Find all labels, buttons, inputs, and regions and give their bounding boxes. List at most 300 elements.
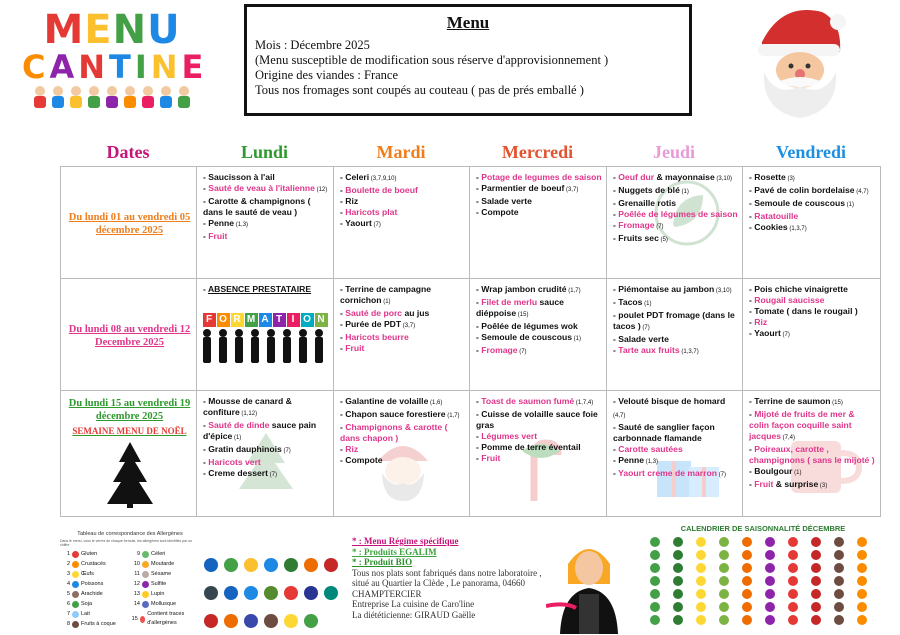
produce-icon	[719, 550, 729, 560]
allergen-number: 4	[66, 581, 70, 587]
menu-items	[340, 396, 465, 466]
menu-item-name: Sauté de porc	[345, 308, 403, 318]
menu-item	[340, 332, 465, 343]
menu-item-name: Creme dessert	[208, 468, 268, 478]
menu-item	[613, 297, 738, 310]
allergen-name: Œufs	[81, 571, 94, 577]
menu-item	[476, 396, 602, 409]
allergen-name: Soja	[81, 601, 93, 607]
menu-item	[476, 453, 602, 464]
allergen-number: 1	[66, 551, 70, 557]
menu-item	[340, 308, 465, 319]
label-icon	[264, 614, 278, 628]
day-cell	[197, 167, 334, 279]
produce-icon	[650, 550, 660, 560]
menu-item-name: Poireaux, carotte , champignons ( sans le mijoté )	[749, 444, 875, 465]
allergen-item	[60, 550, 97, 559]
menu-item-suffix: & surprise	[773, 479, 819, 489]
menu-item-name: Cookies	[754, 222, 788, 232]
allergen-name: Céleri	[151, 551, 166, 557]
allergen-number: 9	[136, 551, 140, 557]
menu-item-name: Semoule de couscous	[481, 332, 572, 342]
allergen-item	[130, 580, 166, 589]
menu-item	[203, 183, 329, 196]
menu-item	[340, 319, 465, 332]
menu-item-name: Fruit	[481, 453, 501, 463]
menu-item-name: Riz	[345, 196, 359, 206]
menu-item-name: Terrine de campagne cornichon	[340, 284, 432, 305]
day-cell	[743, 279, 881, 391]
menu-item-name: Fromage	[481, 345, 518, 355]
allergen-codes: (1,6)	[428, 400, 443, 406]
allergen-codes: (3,10)	[714, 288, 732, 294]
legend-bio: * : Produit BIO	[352, 557, 413, 567]
menu-item-name: Nuggets de blé	[618, 185, 680, 195]
christmas-week-label: SEMAINE MENU DE NOËL	[72, 426, 187, 436]
menu-item	[613, 422, 738, 444]
allergen-codes: (1)	[679, 189, 689, 195]
menu-item-name: Carotte & champignons ( dans le sauté de veau )	[203, 196, 311, 217]
menu-item	[340, 455, 465, 466]
menu-item-name: Fromage	[618, 220, 655, 230]
week-row-1	[61, 167, 881, 279]
menu-item-name: Wrap jambon crudité	[481, 284, 567, 294]
produce-icon	[719, 537, 729, 547]
allergen-icon	[72, 551, 79, 558]
produce-icon	[834, 537, 844, 547]
allergen-subtitle: Dans le menu, vous le verrez de chaque formule, les allergènes sont identifiés par un chiffre	[60, 539, 193, 547]
menu-item-name: Pois chiche vinaigrette	[754, 284, 848, 294]
menu-item	[476, 321, 602, 332]
allergen-codes: (12)	[314, 187, 328, 193]
menu-item-name: Yaourt	[345, 218, 372, 228]
header-lundi: Lundi	[240, 142, 289, 162]
label-icon	[224, 614, 238, 628]
menu-item	[203, 196, 329, 218]
menu-item-name: Filet de merlu	[481, 297, 538, 307]
menu-item-name: Haricots beurre	[345, 332, 409, 342]
menu-item-suffix: sauce pain d'épice	[203, 420, 317, 441]
menu-items	[476, 172, 602, 218]
menu-item	[340, 343, 465, 354]
menu-item-name: Velouté bisque de homard	[618, 396, 726, 406]
menu-item-name: Pomme de terre éventail	[481, 442, 581, 452]
menu-item	[476, 332, 602, 345]
label-rouge-icon	[204, 558, 218, 572]
produce-icon	[765, 563, 775, 573]
produce-icon	[673, 589, 683, 599]
menu-item-name: Poêlée de légumes de saison	[618, 209, 738, 219]
menu-items	[203, 284, 329, 295]
hve-label-icon	[324, 558, 338, 572]
produce-icon	[719, 615, 729, 625]
menu-items	[613, 284, 738, 358]
formation-illustration	[199, 313, 331, 371]
label-icon	[284, 586, 298, 600]
produce-icon	[788, 602, 798, 612]
header-jeudi: Jeudi	[652, 142, 695, 162]
allergen-codes: (7,4)	[781, 435, 796, 441]
produce-icon	[742, 537, 752, 547]
day-cell	[607, 167, 743, 279]
produce-icon	[719, 602, 729, 612]
allergen-number: 15	[131, 615, 138, 622]
menu-item	[476, 297, 602, 321]
allergen-icon	[142, 571, 149, 578]
day-cell	[607, 391, 743, 517]
allergen-codes: (1)	[642, 301, 652, 307]
produce-icon	[811, 589, 821, 599]
menu-item-name: Purée de PDT	[345, 319, 402, 329]
santa-claus-illustration	[742, 2, 852, 120]
info-cheese: Tous nos fromages sont coupés au couteau ( pas de prés emballé )	[255, 83, 584, 97]
info-month: Mois : Décembre 2025	[255, 38, 370, 52]
allergen-icon	[142, 581, 149, 588]
menu-item-name: Sauté de dinde	[208, 420, 270, 430]
allergen-codes: (1)	[572, 336, 581, 342]
allergen-name: Contient traces d'allergènes	[147, 611, 185, 626]
menu-item-name: Rougail saucisse	[754, 295, 825, 305]
produce-icon	[811, 576, 821, 586]
menu-item-name: Tacos	[618, 297, 643, 307]
menu-item	[340, 185, 465, 196]
allergen-codes: (7)	[780, 332, 790, 338]
menu-item-name: Sauté de sanglier façon carbonnade flamande	[613, 422, 715, 443]
label-icon	[244, 614, 258, 628]
menu-items	[749, 172, 876, 235]
menu-item-name: Salade verte	[618, 334, 669, 344]
menu-item	[340, 218, 465, 231]
allergen-name: Gluten	[81, 551, 98, 557]
produce-icon	[765, 589, 775, 599]
menu-item	[340, 207, 465, 218]
menu-item	[749, 284, 876, 295]
menu-item-name: Haricots vert	[208, 457, 261, 467]
menu-item-suffix: & mayonnaise	[654, 172, 715, 182]
menu-item	[749, 222, 876, 235]
formation-letter: M	[245, 313, 258, 327]
menu-item	[613, 172, 738, 185]
menu-item	[749, 466, 876, 479]
allergen-codes: (7)	[371, 222, 381, 228]
allergen-number: 11	[134, 571, 140, 577]
allergen-icon	[72, 571, 79, 578]
menu-item	[749, 444, 876, 466]
menu-item	[476, 284, 602, 297]
menu-item-name: Yaourt	[754, 328, 781, 338]
menu-item-name: Saucisson à l'ail	[208, 172, 275, 182]
produce-icon	[742, 615, 752, 625]
column-headers	[60, 142, 880, 166]
allergen-icon	[142, 561, 149, 568]
produce-icon	[857, 589, 867, 599]
produce-icon	[834, 550, 844, 560]
produce-icon	[650, 563, 660, 573]
produce-icon	[811, 615, 821, 625]
menu-items	[340, 284, 465, 354]
label-icon	[324, 586, 338, 600]
formation-letter: O	[217, 313, 230, 327]
produce-icon	[742, 576, 752, 586]
formation-letter: T	[273, 313, 286, 327]
igp-label-icon	[304, 558, 318, 572]
christmas-tree-icon	[105, 440, 155, 510]
week-1-date	[61, 167, 197, 279]
produce-icon	[834, 589, 844, 599]
msc-label-icon	[264, 558, 278, 572]
legend-company: Entreprise La cuisine de Caro'line	[352, 599, 475, 609]
label-icon	[284, 614, 298, 628]
legend-lab-text: Tous nos plats sont fabriqués dans notre laboratoire , situé au Quartier la Clède , Le panorama, 04660 CHAMPTERCIER	[352, 567, 542, 599]
menu-item	[340, 196, 465, 207]
produce-icon	[696, 550, 706, 560]
info-meat-origin: Origine des viandes : France	[255, 68, 399, 82]
menu-item-name: Oeuf dur	[618, 172, 655, 182]
menu-item	[613, 233, 738, 246]
menu-cantine-logo	[22, 7, 208, 120]
formation-letter: A	[259, 313, 272, 327]
produce-icon	[834, 576, 844, 586]
produce-icon	[788, 615, 798, 625]
week-2-date	[61, 279, 197, 391]
menu-item-name: poulet PDT fromage (dans le tacos )	[613, 310, 735, 331]
legend-dietitian: La diététicienne: GIRAUD Gaëlle	[352, 609, 476, 620]
menu-item-name: Penne	[208, 218, 235, 228]
menu-item-name: Cuisse de volaille sauce foie gras	[476, 409, 598, 430]
allergen-name: Mollusque	[151, 601, 177, 607]
allergen-codes: (1)	[381, 299, 391, 305]
menu-item	[749, 198, 876, 211]
legend-egalim: * : Produits EGALIM	[352, 546, 437, 557]
produce-icon	[673, 615, 683, 625]
menu-item	[749, 409, 876, 444]
menu-item-name: Boulgour	[754, 466, 793, 476]
menu-title: Menu	[446, 13, 490, 32]
menu-items	[340, 172, 465, 231]
produce-icon	[719, 589, 729, 599]
menu-items	[613, 172, 738, 246]
allergen-number: 10	[133, 561, 140, 567]
menu-item	[203, 172, 329, 183]
menu-item	[340, 444, 465, 455]
footer-legend	[352, 536, 552, 620]
menu-item	[203, 284, 329, 295]
produce-icon	[857, 576, 867, 586]
menu-item-name: Légumes vert	[481, 431, 538, 441]
allergen-number: 2	[66, 561, 70, 567]
menu-items	[203, 396, 329, 481]
allergen-codes: (1,3)	[644, 459, 659, 465]
menu-item	[476, 207, 602, 218]
produce-icon	[742, 589, 752, 599]
menu-item	[476, 172, 602, 183]
menu-info-box	[244, 4, 692, 116]
produce-icon	[811, 563, 821, 573]
menu-item-name: Rosette	[754, 172, 786, 182]
formation-letter: R	[231, 313, 244, 327]
produce-icon	[857, 537, 867, 547]
allergen-item	[60, 560, 106, 569]
allergen-name: Sulfite	[151, 581, 167, 587]
menu-item-name: Carotte sautées	[618, 444, 683, 454]
produce-icon	[650, 537, 660, 547]
menu-item-name: Toast de saumon fumé	[481, 396, 575, 406]
menu-item-name: Grenaille rotis	[618, 198, 677, 208]
menu-item	[749, 328, 876, 341]
menu-item	[203, 468, 329, 481]
allergen-icon	[72, 561, 79, 568]
allergen-codes: (7)	[716, 472, 726, 478]
allergen-codes: (3,10)	[714, 176, 733, 182]
allergen-item	[60, 610, 90, 619]
menu-item-name: Ratatouille	[754, 211, 799, 221]
allergen-item	[130, 610, 200, 628]
produce-icon	[696, 602, 706, 612]
menu-item	[340, 422, 465, 444]
menu-item-suffix: au jus	[402, 308, 430, 318]
produce-icon	[650, 589, 660, 599]
allergen-number: 5	[66, 591, 70, 597]
produce-icon	[696, 537, 706, 547]
allergen-codes: (1,3,7)	[787, 226, 807, 232]
menu-item	[613, 468, 738, 481]
menu-item	[203, 444, 329, 457]
allergen-codes: (1)	[792, 470, 802, 476]
menu-item-name: Tarte aux fruits	[618, 345, 680, 355]
produce-icon	[788, 537, 798, 547]
produce-icon	[857, 602, 867, 612]
allergen-codes: (3,7)	[401, 323, 416, 329]
week-2-date-text: Du lundi 08 au vendredi 12 Decembre 2025	[68, 324, 191, 348]
kids-illustration	[22, 86, 202, 108]
produce-icon	[765, 537, 775, 547]
footer	[0, 522, 900, 635]
allergen-codes: (1,7)	[445, 413, 460, 419]
menu-item-name: Celeri	[345, 172, 370, 182]
produce-icon	[788, 550, 798, 560]
menu-item	[749, 396, 876, 409]
day-cell	[197, 391, 334, 517]
day-cell	[470, 167, 607, 279]
menu-items	[476, 396, 602, 464]
allergen-icon	[142, 551, 149, 558]
allergen-codes: (4,7)	[854, 189, 869, 195]
menu-item	[613, 396, 738, 422]
produce-icon	[673, 550, 683, 560]
allergen-codes: (7)	[640, 325, 650, 331]
menu-item-name: Terrine de saumon	[754, 396, 831, 406]
menu-item-name: Compote	[345, 455, 383, 465]
menu-item	[476, 183, 602, 196]
asc-label-icon	[264, 586, 278, 600]
header-mardi: Mardi	[376, 142, 426, 162]
produce-icon	[788, 563, 798, 573]
formation-letter: I	[287, 313, 300, 327]
allergen-name: Fruits à coque	[81, 621, 116, 627]
allergen-codes: (1)	[845, 202, 854, 208]
allergen-icon	[72, 581, 79, 588]
allergen-codes: (1,7,4)	[574, 400, 594, 406]
menu-item-name: Haricots plat	[345, 207, 398, 217]
day-cell	[607, 279, 743, 391]
allergen-title: Tableau de correspondance des Allergènes	[77, 531, 183, 537]
allergen-codes: (1,3,7)	[679, 349, 699, 355]
logo-menu-word: MENU	[43, 7, 181, 53]
menu-items	[203, 172, 329, 242]
allergen-codes: (1,12)	[239, 411, 258, 417]
produce-icon	[673, 602, 683, 612]
menu-item	[749, 479, 876, 492]
allergen-codes: (7)	[517, 349, 527, 355]
produce-icon	[834, 602, 844, 612]
menu-item-name: Boulette de boeuf	[345, 185, 418, 195]
stg-label-icon	[224, 586, 238, 600]
produce-icon	[742, 602, 752, 612]
produce-icon	[788, 589, 798, 599]
menu-item	[613, 334, 738, 345]
allergen-number: 12	[133, 581, 140, 587]
menu-item-name: Potage de legumes de saison	[481, 172, 602, 182]
produce-icon	[673, 576, 683, 586]
produce-icon	[857, 563, 867, 573]
allergen-number: 7	[66, 611, 70, 617]
menu-item-name: Mousse de canard & confiture	[203, 396, 292, 417]
allergen-table	[60, 530, 200, 635]
allergen-number: 13	[133, 591, 140, 597]
menu-item	[749, 211, 876, 222]
allergen-codes: (3,7,9,10)	[369, 176, 397, 182]
menu-item-name: Compote	[481, 207, 519, 217]
day-cell	[334, 391, 470, 517]
menu-item	[203, 396, 329, 420]
allergen-name: Moutarde	[151, 561, 175, 567]
seasonal-produce-grid	[644, 533, 882, 633]
menu-item-name: Galantine de volaille	[345, 396, 429, 406]
aop-label-icon	[244, 558, 258, 572]
header-dates: Dates	[106, 142, 150, 162]
eco-label-icon	[284, 558, 298, 572]
menu-item	[476, 442, 602, 453]
produce-icon	[696, 563, 706, 573]
allergen-item	[130, 590, 164, 599]
allergen-item	[60, 570, 94, 579]
formation-word	[199, 313, 331, 327]
produce-icon	[696, 589, 706, 599]
menu-item	[203, 218, 329, 231]
produce-icon	[742, 563, 752, 573]
allergen-codes: (7)	[267, 472, 277, 478]
week-3-date-text: Du lundi 15 au vendredi 19 décembre 2025	[68, 398, 191, 422]
menu-item	[613, 185, 738, 198]
menu-item	[613, 345, 738, 358]
menu-item-name: Gratin dauphinois	[208, 444, 282, 454]
menu-item	[749, 317, 876, 328]
allergen-name: Poissons	[81, 581, 104, 587]
menu-items	[476, 284, 602, 358]
produce-icon	[811, 550, 821, 560]
quality-labels	[204, 558, 344, 634]
allergen-name: Lupin	[151, 591, 165, 597]
menu-item-name: Tomate ( dans le rougail )	[754, 306, 858, 316]
allergen-name: Sésame	[151, 571, 172, 577]
menu-item	[749, 295, 876, 306]
produce-icon	[834, 563, 844, 573]
week-row-2	[61, 279, 881, 391]
label-icon	[304, 614, 318, 628]
menu-items	[613, 396, 738, 481]
menu-item	[749, 172, 876, 185]
allergen-item	[130, 600, 176, 609]
